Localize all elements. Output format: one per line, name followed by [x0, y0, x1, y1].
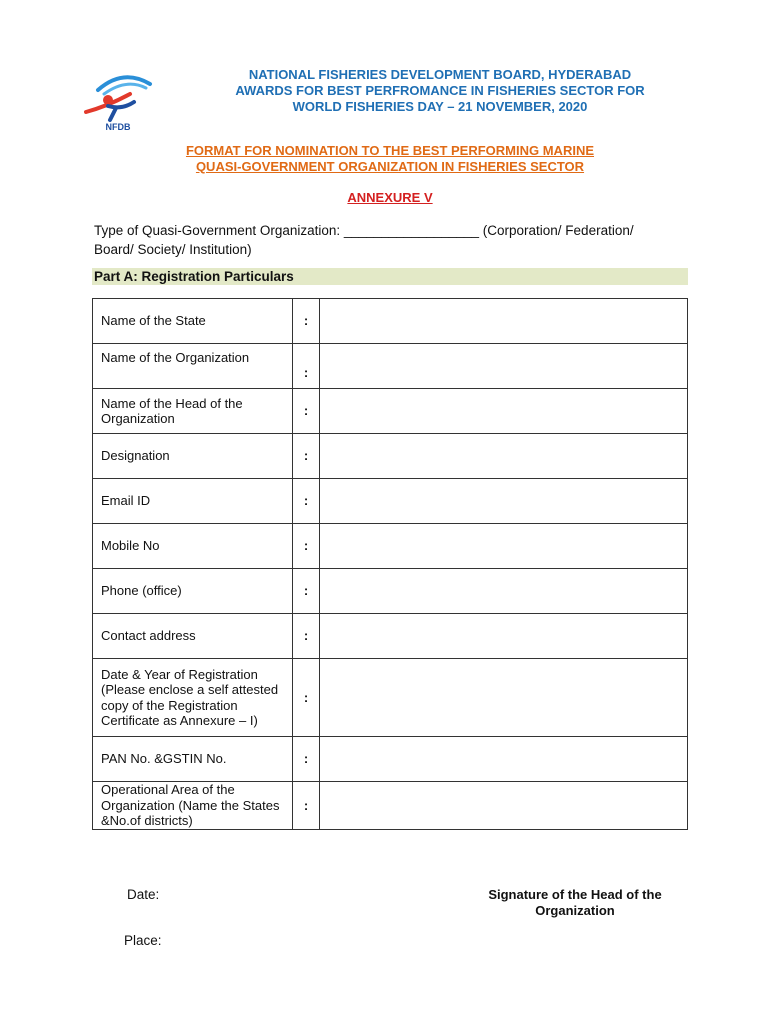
- logo-text: NFDB: [105, 122, 131, 132]
- organization-type-line: [94, 221, 684, 259]
- email-field[interactable]: [320, 479, 688, 524]
- registration-table: [92, 298, 688, 830]
- designation-field[interactable]: [320, 434, 688, 479]
- organization-type-line-2: Board/ Society/ Institution): [94, 242, 252, 257]
- state-field[interactable]: [320, 299, 688, 344]
- header-line-3: WORLD FISHERIES DAY – 21 NOVEMBER, 2020: [292, 99, 588, 114]
- registration-date-field[interactable]: [320, 659, 688, 737]
- row-colon: :: [293, 389, 320, 434]
- row-colon: :: [293, 524, 320, 569]
- phone-field[interactable]: [320, 569, 688, 614]
- table-row: [93, 737, 688, 782]
- row-colon: :: [293, 737, 320, 782]
- row-colon: :: [293, 434, 320, 479]
- row-colon: :: [293, 659, 320, 737]
- signature-label: Signature of the Head of the Organization: [488, 887, 662, 918]
- format-title-line-1: FORMAT FOR NOMINATION TO THE BEST PERFORMING MARINE: [185, 143, 595, 158]
- row-label: Phone (office): [93, 569, 293, 614]
- row-colon: :: [293, 782, 320, 830]
- table-row: [93, 614, 688, 659]
- row-label: Name of the Organization: [93, 344, 293, 389]
- row-colon: :: [293, 614, 320, 659]
- row-colon: :: [293, 569, 320, 614]
- row-colon: :: [293, 344, 320, 389]
- row-label: Email ID: [93, 479, 293, 524]
- table-row: [93, 659, 688, 737]
- date-label: Date:: [127, 887, 160, 902]
- organization-type-line-1: Type of Quasi-Government Organization: __________________ (Corporation/ Federation/: [94, 223, 634, 238]
- header-line-1: NATIONAL FISHERIES DEVELOPMENT BOARD, HYDERABAD: [248, 67, 632, 82]
- row-colon: :: [293, 299, 320, 344]
- address-field[interactable]: [320, 614, 688, 659]
- pan-gstin-field[interactable]: [320, 737, 688, 782]
- row-label: Name of the State: [93, 299, 293, 344]
- annexure-label: ANNEXURE V: [347, 190, 433, 205]
- format-title-line-2: QUASI-GOVERNMENT ORGANIZATION IN FISHERIES SECTOR: [195, 159, 585, 174]
- organization-field[interactable]: [320, 344, 688, 389]
- row-label: Operational Area of the Organization (Name the States &No.of districts): [93, 782, 293, 830]
- table-row: [93, 389, 688, 434]
- header: [190, 67, 690, 115]
- table-row: [93, 479, 688, 524]
- part-a-heading: Part A: Registration Particulars: [92, 268, 688, 285]
- table-row: [93, 782, 688, 830]
- format-title: [130, 143, 650, 175]
- mobile-field[interactable]: [320, 524, 688, 569]
- table-row: [93, 299, 688, 344]
- row-label: PAN No. &GSTIN No.: [93, 737, 293, 782]
- row-colon: :: [293, 479, 320, 524]
- table-row: [93, 434, 688, 479]
- row-label: Designation: [93, 434, 293, 479]
- head-name-field[interactable]: [320, 389, 688, 434]
- table-row: [93, 524, 688, 569]
- row-label: Date & Year of Registration (Please enclose a self attested copy of the Registration Certificate as Annexure – I): [93, 659, 293, 737]
- header-line-2: AWARDS FOR BEST PERFROMANCE IN FISHERIES SECTOR FOR: [235, 83, 645, 98]
- table-row: [93, 344, 688, 389]
- operational-area-field[interactable]: [320, 782, 688, 830]
- row-label: Mobile No: [93, 524, 293, 569]
- row-label: Contact address: [93, 614, 293, 659]
- row-label: Name of the Head of the Organization: [93, 389, 293, 434]
- table-row: [93, 569, 688, 614]
- nfdb-logo: [78, 70, 158, 136]
- place-label: Place:: [124, 933, 162, 948]
